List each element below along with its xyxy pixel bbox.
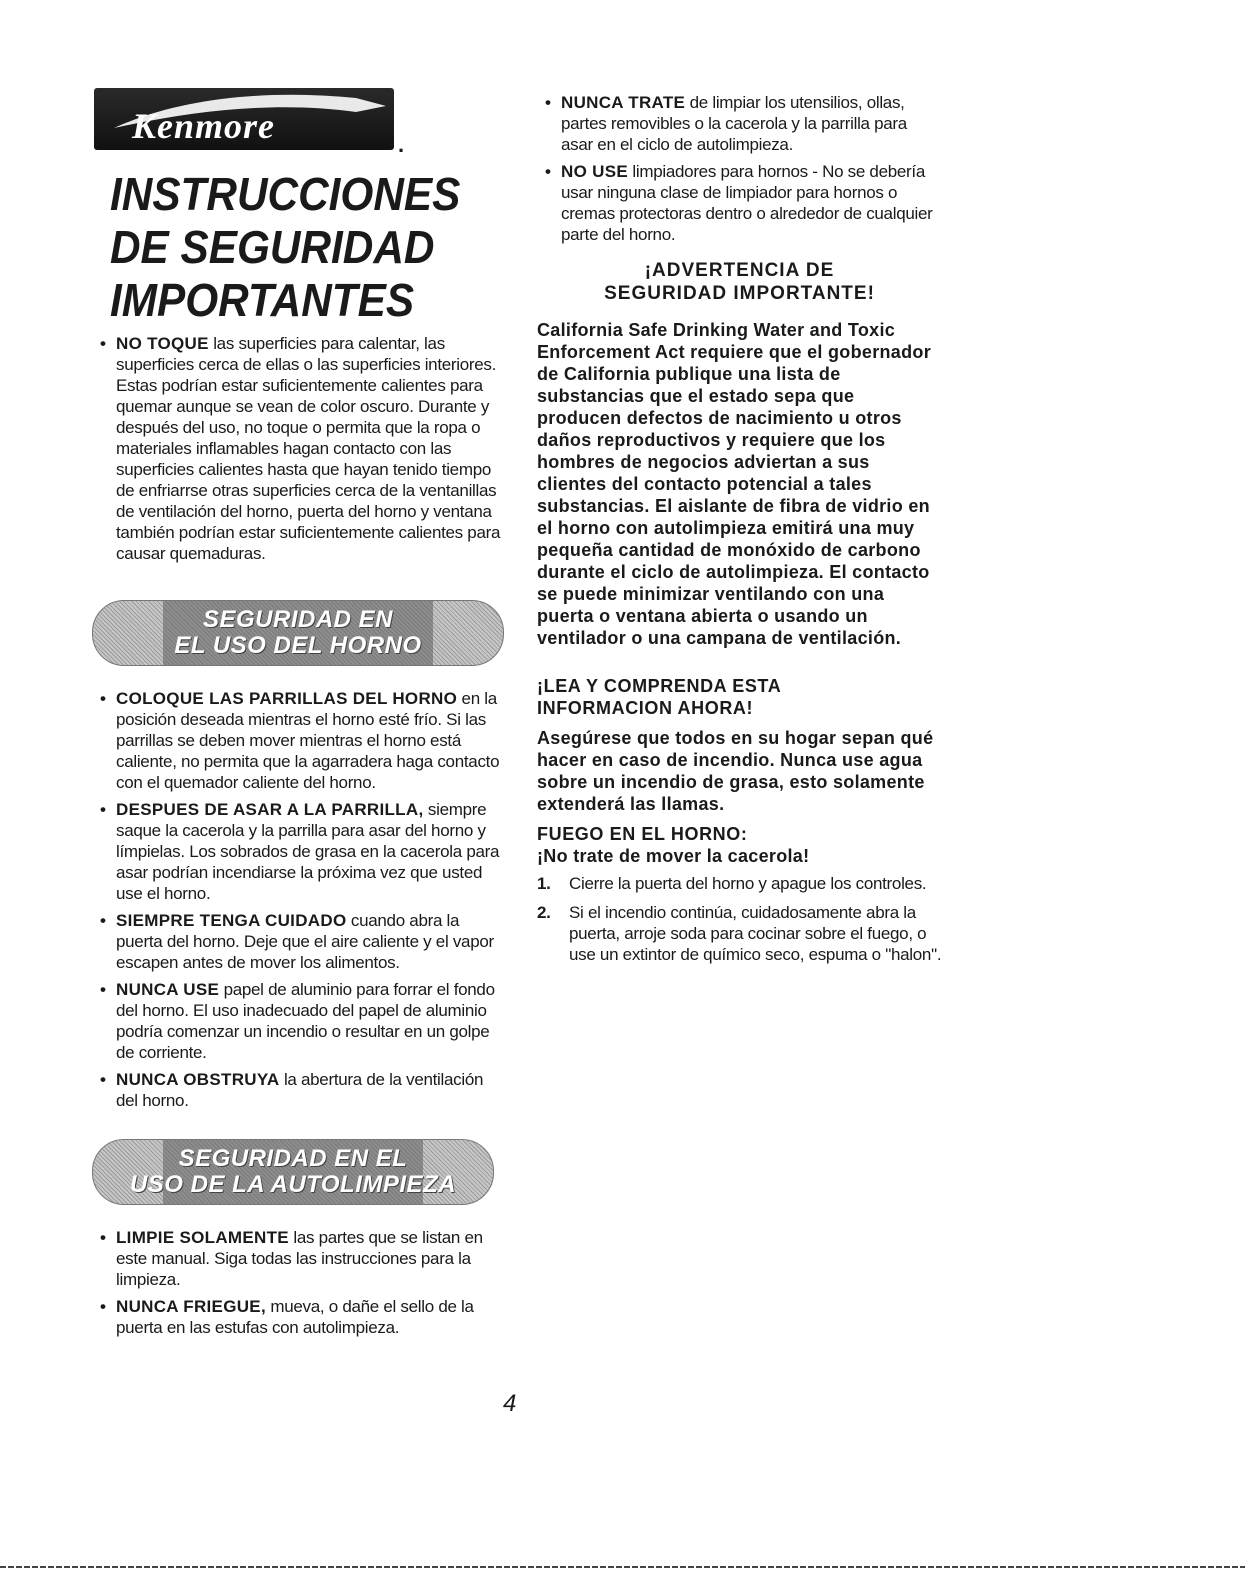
item-text: limpiadores para hornos - No se debería usar ninguna clase de limpiador para hornos o cremas protectoras dentro o alrededor de cualquier parte del horno. [561, 162, 933, 244]
list-item [92, 1069, 502, 1111]
title-line-3: IMPORTANTES [110, 274, 415, 326]
item-keyword: NUNCA USE [116, 980, 220, 999]
list-item [537, 92, 942, 155]
item-text: de limpiar los utensilios, ollas, partes removibles o la cacerola y la parrilla para asar en el ciclo de autolimpieza. [561, 93, 907, 154]
banner-line-2: USO DE LA AUTOLIMPIEZA [129, 1171, 457, 1198]
oven-fire-heading: FUEGO EN EL HORNO: [537, 824, 748, 844]
step-text: Cierre la puerta del horno y apague los controles. [569, 874, 927, 893]
item-text: las superficies para calentar, las superficies cerca de ellas o las superficies interiores. Estas podrían estar suficientemente calientes para quemar aunque se vean de color oscuro. Durante y después del uso, no toque o permita que la ropa o materiales inflamables hagan contacto con las superficies calientes hasta que hayan tenido tiempo de enfriarrse otras superficies cerca de la ventanillas de ventilación del horno, puerta del horno y ventana también podrían estar suficientemente calientes para causar quemaduras. [116, 334, 501, 563]
item-keyword: LIMPIE SOLAMENTE [116, 1228, 289, 1247]
general-safety-list [92, 333, 502, 564]
step-number: 2. [537, 903, 551, 922]
step-text: Si el incendio continúa, cuidadosamente abra la puerta, arroje soda para cocinar sobre el fuego, o use un extintor de químico seco, espuma o "halon". [569, 903, 942, 964]
kenmore-logo [94, 88, 502, 156]
read-heading-line-1: ¡LEA Y COMPRENDA ESTA [537, 676, 782, 696]
item-text: en la posición deseada mientras el horno esté frío. Si las parrillas se deben mover mientras el horno está caliente, no permita que la agarradera haga contacto con el quemador caliente del horno. [116, 689, 500, 792]
list-item [92, 979, 502, 1063]
oven-use-list [92, 688, 502, 1111]
oven-fire-steps [537, 873, 942, 965]
item-text: papel de aluminio para forrar el fondo del horno. El uso inadecuado del papel de aluminio podría comenzar un incendio o resultar en un golpe de corriente. [116, 980, 495, 1062]
step-number: 1. [537, 874, 551, 893]
logo-badge [94, 88, 394, 150]
banner-line-2: EL USO DEL HORNO [174, 632, 422, 659]
warning-heading-line-2: SEGURIDAD IMPORTANTE! [604, 283, 875, 304]
logo-dot: . [398, 132, 405, 157]
self-clean-list [92, 1227, 502, 1338]
oven-fire-subheading: ¡No trate de mover la cacerola! [537, 846, 810, 866]
section-banner-self-clean [92, 1139, 494, 1205]
list-item [92, 910, 502, 973]
item-keyword: NO TOQUE [116, 334, 209, 353]
page-title [110, 168, 471, 327]
item-keyword: NUNCA TRATE [561, 93, 686, 112]
list-item [537, 161, 942, 245]
item-text: mueva, o dañe el sello de la puerta en las estufas con autolimpieza. [116, 1297, 474, 1337]
right-column [537, 92, 942, 965]
list-item [92, 1227, 502, 1290]
bottom-rule [0, 1566, 1245, 1568]
warning-heading [537, 259, 942, 305]
banner-line-1: SEGURIDAD EN [202, 606, 394, 633]
list-item [92, 333, 502, 564]
read-body: Asegúrese que todos en su hogar sepan qué hacer en caso de incendio. Nunca use agua sobre un incendio de grasa, esto solamente extenderá las llamas. [537, 728, 934, 814]
step-item [537, 902, 942, 965]
read-heading-line-2: INFORMACION AHORA! [537, 698, 754, 718]
logo-text: Kenmore [132, 106, 276, 146]
item-keyword: NUNCA OBSTRUYA [116, 1070, 280, 1089]
banner-line-1: SEGURIDAD EN EL [178, 1145, 408, 1172]
title-line-2: DE SEGURIDAD [110, 221, 435, 273]
self-clean-list-continued [537, 92, 942, 245]
item-text: las partes que se listan en este manual. Siga todas las instrucciones para la limpieza. [116, 1228, 483, 1289]
item-keyword: SIEMPRE TENGA CUIDADO [116, 911, 347, 930]
list-item [92, 1296, 502, 1338]
left-column [92, 88, 502, 1338]
item-keyword: COLOQUE LAS PARRILLAS DEL HORNO [116, 689, 458, 708]
title-line-1: INSTRUCCIONES [110, 168, 461, 220]
section-banner-oven-use [92, 600, 504, 666]
item-text: cuando abra la puerta del horno. Deje que el aire caliente y el vapor escapen antes de mover los alimentos. [116, 911, 494, 972]
item-text: siempre saque la cacerola y la parrilla para asar del horno y límpielas. Los sobrados de grasa en la cacerola para asar podrían incendiarse la próxima vez que usted use el horno. [116, 800, 500, 903]
step-item [537, 873, 942, 894]
banner-text [93, 607, 503, 659]
item-keyword: NUNCA FRIEGUE, [116, 1297, 266, 1316]
item-keyword: NO USE [561, 162, 628, 181]
page-number: 4 [503, 1390, 517, 1417]
item-text: la abertura de la ventilación del horno. [116, 1070, 484, 1110]
banner-text [93, 1146, 493, 1198]
list-item [92, 799, 502, 904]
warning-body: California Safe Drinking Water and Toxic Enforcement Act requiere que el gobernador de California publique una lista de substancias que el estado sepa que producen defectos de nacimiento u otros daños reproductivos y requiere que los hombres de negocios adviertan a sus clientes del contacto potencial a tales substancias. El aislante de fibra de vidrio en el horno con autolimpieza emitirá una muy pequeña cantidad de monóxido de carbono durante el ciclo de autolimpieza. El contacto se puede minimizar ventilando con una puerta o ventana abierta o usando un ventilador o una campana de ventilación. [537, 320, 932, 648]
list-item [92, 688, 502, 793]
read-heading [537, 675, 942, 719]
warning-heading-line-1: ¡ADVERTENCIA DE [644, 260, 835, 281]
item-keyword: DESPUES DE ASAR A LA PARRILLA, [116, 800, 424, 819]
